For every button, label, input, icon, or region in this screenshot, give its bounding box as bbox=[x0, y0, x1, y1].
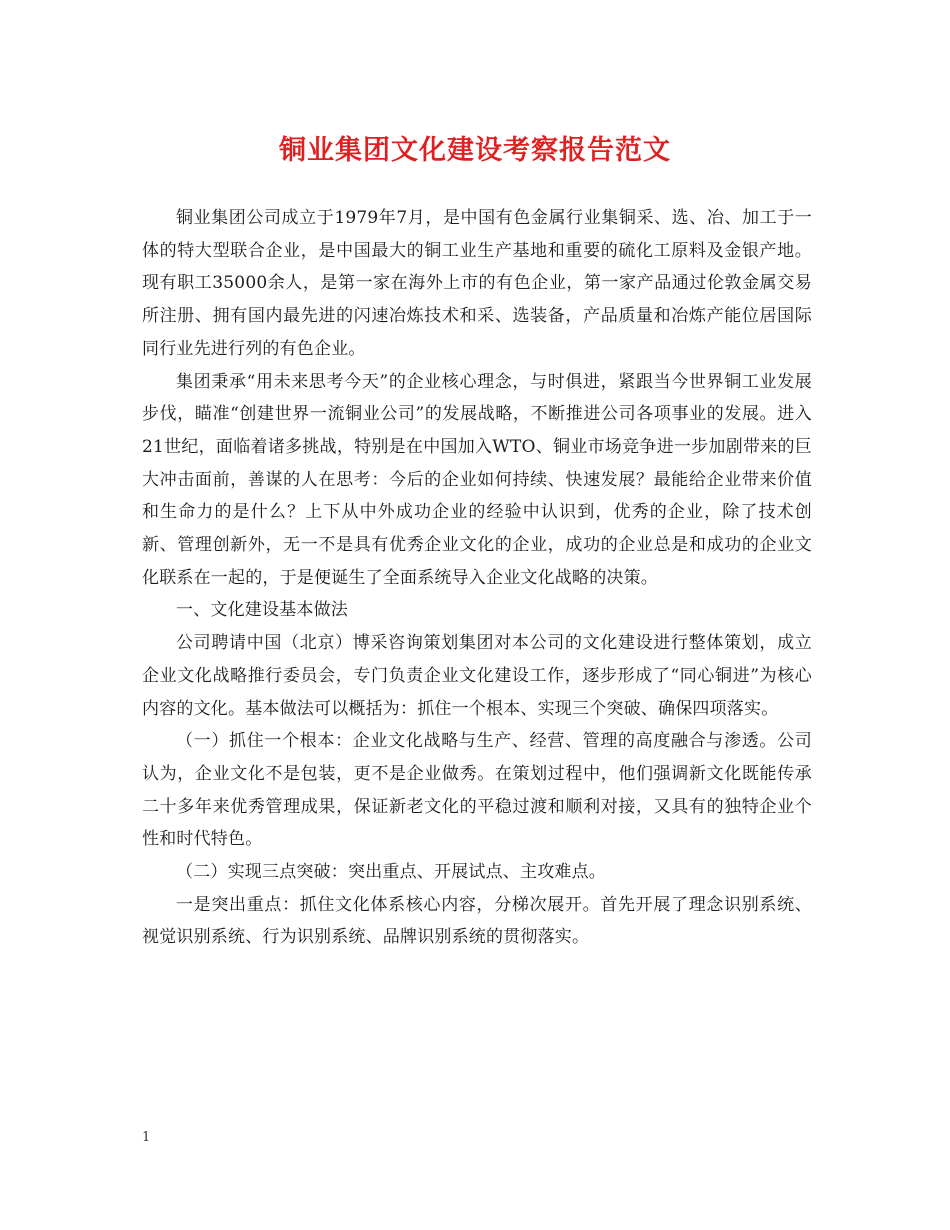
page-number: 1 bbox=[142, 1130, 151, 1145]
paragraph-practice: 公司聘请中国（北京）博采咨询策划集团对本公司的文化建设进行整体策划，成立企业文化战略推行委员会，专门负责企业文化建设工作，逐步形成了“同心铜进”为核心内容的文化。基本做法可以概括为：抓住一个根本、实现三个突破、确保四项落实。 bbox=[142, 633, 812, 719]
paragraph-focus: 一是突出重点：抓住文化体系核心内容，分梯次展开。首先开展了理念识别系统、视觉识别系统、行为识别系统、品牌识别系统的贯彻落实。 bbox=[142, 894, 812, 948]
paragraph-subsection-1: （一）抓住一个根本：企业文化战略与生产、经营、管理的高度融合与渗透。公司认为，企业文化不是包装，更不是企业做秀。在策划过程中，他们强调新文化既能传承二十多年来优秀管理成果，保证新老文化的平稳过渡和顺利对接，又具有的独特企业个性和时代特色。 bbox=[142, 731, 812, 850]
document-body bbox=[142, 202, 812, 954]
paragraph-intro: 铜业集团公司成立于1979年7月，是中国有色金属行业集铜采、选、冶、加工于一体的特大型联合企业，是中国最大的铜工业生产基地和重要的硫化工原料及金银产地。现有职工35000余人，是第一家在海外上市的有色企业，第一家产品通过伦敦金属交易所注册、拥有国内最先进的闪速冶炼技术和采、选装备，产品质量和冶炼产能位居国际同行业先进行列的有色企业。 bbox=[142, 208, 812, 359]
document-title: 铜业集团文化建设考察报告范文 bbox=[279, 135, 671, 166]
section-heading-1: 一、文化建设基本做法 bbox=[176, 600, 348, 621]
paragraph-subsection-2: （二）实现三点突破：突出重点、开展试点、主攻难点。 bbox=[176, 862, 606, 883]
paragraph-philosophy: 集团秉承“用未来思考今天”的企业核心理念，与时俱进，紧跟当今世界铜工业发展步伐，瞄准“创建世界一流铜业公司”的发展战略，不断推进公司各项事业的发展。进入21世纪，面临着诸多挑战，特别是在中国加入WTO、铜业市场竞争进一步加剧带来的巨大冲击面前，善谋的人在思考：今后的企业如何持续、快速发展？最能给企业带来价值和生命力的是什么？上下从中外成功企业的经验中认识到，优秀的企业，除了技术创新、管理创新外，无一不是具有优秀企业文化的企业，成功的企业总是和成功的企业文化联系在一起的，于是便诞生了全面系统导入企业文化战略的决策。 bbox=[142, 371, 812, 588]
